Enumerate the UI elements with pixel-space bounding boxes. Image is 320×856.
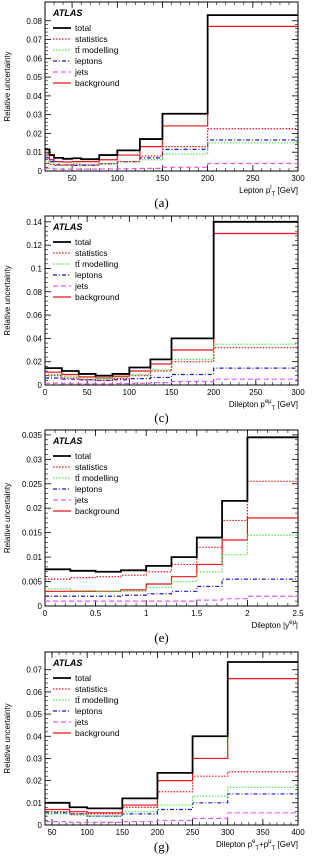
y-tick-label: 0 xyxy=(37,167,42,176)
y-tick-label: 0.06 xyxy=(26,311,42,321)
atlas-label: ATLAS xyxy=(53,658,83,668)
y-tick-label: 0.1 xyxy=(30,264,42,274)
y-axis-title: Relative uncertainty xyxy=(3,703,12,774)
x-axis-title xyxy=(239,185,298,198)
x-axis-title-part: eμ xyxy=(289,620,296,626)
x-tick-label: 250 xyxy=(246,174,260,183)
x-tick-label: 200 xyxy=(206,388,221,397)
y-tick-label: 0.03 xyxy=(26,455,42,465)
x-tick-label: 250 xyxy=(185,828,200,837)
legend-label: leptons xyxy=(75,706,103,716)
y-tick-label: 0.07 xyxy=(26,35,42,45)
legend-label: jets xyxy=(75,717,89,727)
panel-caption: (g) xyxy=(153,839,170,854)
legend-label: statistics xyxy=(75,34,108,44)
panel-caption: (c) xyxy=(154,410,169,425)
y-tick-label: 0.02 xyxy=(26,776,42,786)
y-tick-label: 0.14 xyxy=(26,217,42,227)
legend-label: leptons xyxy=(75,270,103,280)
x-axis-title-part: [GeV] xyxy=(275,840,298,849)
chart-panel-1 xyxy=(3,2,305,210)
legend-label: statistics xyxy=(75,462,108,472)
y-tick-label: 0.02 xyxy=(26,129,42,139)
y-tick-label: 0.05 xyxy=(26,710,42,720)
legend-label: total xyxy=(75,237,92,247)
x-tick-label: 150 xyxy=(115,828,129,837)
chart-panel-2 xyxy=(3,216,305,425)
x-axis-title-part: Dilepton p xyxy=(228,400,265,409)
x-tick-label: 200 xyxy=(200,174,215,183)
x-tick-label: 350 xyxy=(256,828,270,837)
x-axis-title-part: T xyxy=(255,846,260,852)
legend-label: total xyxy=(75,23,92,33)
y-tick-label: 0.005 xyxy=(21,577,42,587)
x-tick-label: 50 xyxy=(67,174,77,183)
y-tick-label: 0.035 xyxy=(21,430,42,440)
x-axis-title-part: Dilepton p xyxy=(216,840,253,849)
atlas-label: ATLAS xyxy=(53,222,83,232)
y-tick-label: 0.08 xyxy=(26,16,42,26)
y-tick-label: 0.02 xyxy=(26,357,42,367)
legend-label: jets xyxy=(75,281,89,291)
legend-label: background xyxy=(75,506,120,516)
x-axis-title-part: T xyxy=(271,846,276,852)
x-axis-title xyxy=(251,620,298,630)
x-tick-label: 0 xyxy=(42,388,48,397)
legend-label: tt̄ modelling xyxy=(75,695,119,705)
x-tick-label: 100 xyxy=(80,828,94,837)
y-axis-title: Relative uncertainty xyxy=(3,265,12,336)
x-tick-label: 200 xyxy=(150,828,165,837)
x-tick-label: 250 xyxy=(249,388,263,397)
x-axis-title-part: Lepton p xyxy=(239,186,271,195)
legend-label: total xyxy=(75,451,92,461)
x-axis-title-part: Dilepton |y xyxy=(251,621,290,630)
y-tick-label: 0 xyxy=(37,381,42,390)
x-axis-title-part: eμ xyxy=(264,399,272,405)
x-axis-title-part: e xyxy=(252,839,256,845)
x-axis-title-part: +p xyxy=(259,840,269,849)
x-axis-title-part: T xyxy=(271,192,276,198)
y-tick-label: 0.12 xyxy=(26,241,42,251)
legend-label: jets xyxy=(75,495,89,505)
atlas-label: ATLAS xyxy=(53,436,83,446)
x-axis-title xyxy=(216,839,298,852)
legend-label: background xyxy=(75,78,120,88)
y-tick-label: 0.06 xyxy=(26,54,42,64)
series-line-jets xyxy=(45,596,298,601)
y-tick-label: 0.05 xyxy=(26,73,42,83)
x-tick-label: 0 xyxy=(42,609,48,618)
chart-panel-4 xyxy=(3,652,305,854)
y-tick-label: 0.025 xyxy=(21,479,42,489)
legend-label: leptons xyxy=(75,56,103,66)
legend-label: tt̄ modelling xyxy=(75,259,119,269)
y-axis-title: Relative uncertainty xyxy=(3,51,12,122)
series-line-background xyxy=(45,518,298,591)
legend-label: tt̄ modelling xyxy=(75,473,119,483)
y-tick-label: 0.06 xyxy=(26,687,42,697)
x-tick-label: 100 xyxy=(110,174,124,183)
x-axis-title-part: | xyxy=(295,621,298,630)
legend-label: background xyxy=(75,292,120,302)
legend-label: leptons xyxy=(75,484,103,494)
y-tick-label: 0.03 xyxy=(26,754,42,764)
x-tick-label: 300 xyxy=(291,388,305,397)
atlas-label: ATLAS xyxy=(53,8,83,18)
legend-label: statistics xyxy=(75,684,108,694)
y-tick-label: 0.01 xyxy=(26,798,42,808)
x-axis-title-part: [GeV] xyxy=(275,400,298,409)
legend-label: jets xyxy=(75,67,89,77)
x-tick-label: 50 xyxy=(47,828,57,837)
x-axis-title-part: μ xyxy=(268,839,272,845)
y-tick-label: 0.08 xyxy=(26,287,42,297)
x-axis-title xyxy=(229,399,298,412)
y-tick-label: 0.02 xyxy=(26,504,42,514)
y-tick-label: 0.04 xyxy=(26,91,42,101)
legend-label: statistics xyxy=(75,248,108,258)
y-tick-label: 0.01 xyxy=(26,553,42,563)
chart-panel-3 xyxy=(3,430,304,645)
x-tick-label: 300 xyxy=(221,828,235,837)
y-tick-label: 0.01 xyxy=(26,148,42,158)
legend-label: background xyxy=(75,728,120,738)
y-tick-label: 0 xyxy=(37,821,42,830)
y-tick-label: 0 xyxy=(37,602,42,611)
x-axis-title-part: T xyxy=(271,406,276,412)
panel-caption: (e) xyxy=(154,630,169,645)
y-tick-label: 0.04 xyxy=(26,732,42,742)
y-axis-title: Relative uncertainty xyxy=(3,482,12,554)
y-tick-label: 0.07 xyxy=(26,665,42,675)
x-tick-label: 300 xyxy=(291,174,305,183)
panel-caption: (a) xyxy=(154,195,169,210)
x-tick-label: 1.5 xyxy=(191,609,203,618)
x-tick-label: 150 xyxy=(155,174,170,183)
x-tick-label: 1 xyxy=(143,609,149,618)
x-axis-title-part: [GeV] xyxy=(275,186,298,195)
legend-label: tt̄ modelling xyxy=(75,45,119,55)
y-tick-label: 0.015 xyxy=(21,528,42,538)
x-tick-label: 100 xyxy=(122,388,137,397)
y-tick-label: 0.04 xyxy=(26,334,42,344)
x-axis-title-part: l xyxy=(270,185,272,191)
x-tick-label: 50 xyxy=(82,388,92,397)
x-tick-label: 2 xyxy=(245,609,250,618)
y-tick-label: 0.03 xyxy=(26,110,42,120)
x-tick-label: 2.5 xyxy=(292,609,304,618)
x-tick-label: 400 xyxy=(291,828,305,837)
x-tick-label: 0.5 xyxy=(90,609,102,618)
x-tick-label: 150 xyxy=(164,388,179,397)
legend-label: total xyxy=(75,673,92,683)
